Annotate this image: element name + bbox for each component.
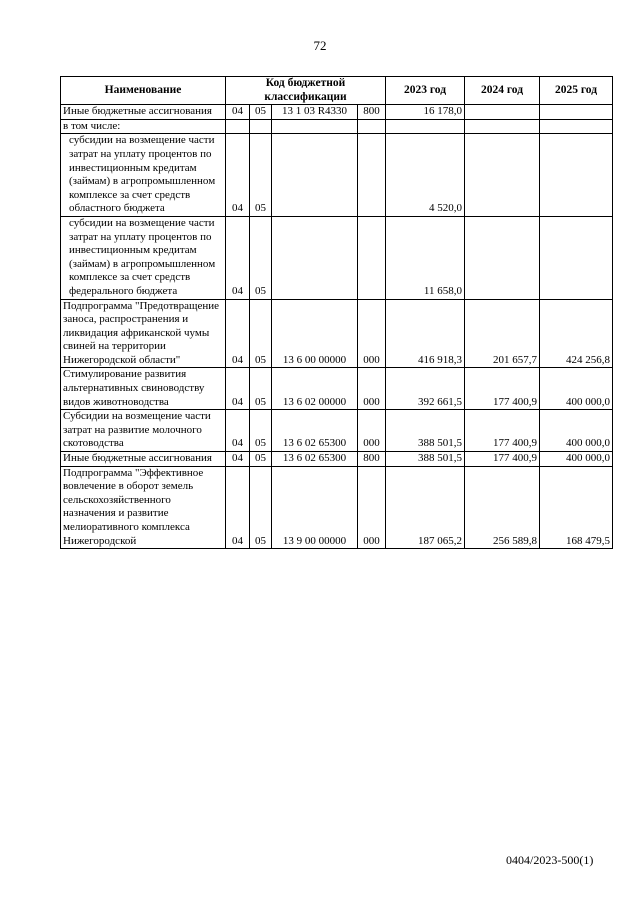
row-value-2025 [540,216,613,299]
row-code-subsection: 05 [250,452,272,467]
row-name: Стимулирование развития альтернативных свиноводству видов животноводства [61,368,226,410]
row-value-2023: 4 520,0 [386,134,465,217]
table-row [61,368,613,410]
header-name: Наименование [61,77,226,105]
header-2023: 2023 год [386,77,465,105]
header-budget-code: Код бюджетной классификации [226,77,386,105]
row-code-target [272,216,358,299]
row-value-2024 [465,134,540,217]
row-value-2023: 416 918,3 [386,299,465,368]
row-value-2023: 392 661,5 [386,368,465,410]
row-code-target: 13 6 02 65300 [272,452,358,467]
row-value-2024 [465,119,540,134]
row-value-2025: 424 256,8 [540,299,613,368]
table-row [61,119,613,134]
row-value-2025: 168 479,5 [540,466,613,549]
row-name: субсидии на возмещение части затрат на уплату процентов по инвестиционным кредитам (займам) в агропромышленном комплексе за счет средств федерального бюджета [61,216,226,299]
table-row [61,452,613,467]
row-code-section: 04 [226,134,250,217]
row-code-subsection: 05 [250,216,272,299]
row-code-section: 04 [226,299,250,368]
row-code-target: 13 9 00 00000 [272,466,358,549]
row-code-section: 04 [226,452,250,467]
row-value-2025: 400 000,0 [540,410,613,452]
row-value-2025 [540,119,613,134]
row-value-2024: 177 400,9 [465,368,540,410]
row-value-2025 [540,134,613,217]
row-name: в том числе: [61,119,226,134]
row-name: Субсидии на возмещение части затрат на развитие молочного скотоводства [61,410,226,452]
table-row [61,105,613,120]
budget-table [60,76,613,549]
row-code-type [358,134,386,217]
row-code-subsection: 05 [250,368,272,410]
row-value-2023: 187 065,2 [386,466,465,549]
row-code-section: 04 [226,105,250,120]
row-name: субсидии на возмещение части затрат на уплату процентов по инвестиционным кредитам (займам) в агропромышленном комплексе за счет средств областного бюджета [61,134,226,217]
row-code-target: 13 6 00 00000 [272,299,358,368]
row-code-type [358,119,386,134]
row-code-type: 000 [358,410,386,452]
row-code-subsection: 05 [250,134,272,217]
row-code-section [226,119,250,134]
header-2025: 2025 год [540,77,613,105]
row-value-2023 [386,119,465,134]
row-value-2023: 388 501,5 [386,452,465,467]
row-code-subsection [250,119,272,134]
row-code-target [272,119,358,134]
row-value-2023: 16 178,0 [386,105,465,120]
row-code-section: 04 [226,216,250,299]
table-row [61,134,613,217]
row-code-type: 000 [358,299,386,368]
row-code-section: 04 [226,410,250,452]
row-name: Иные бюджетные ассигнования [61,105,226,120]
row-value-2025: 400 000,0 [540,368,613,410]
row-value-2023: 11 658,0 [386,216,465,299]
row-name: Подпрограмма "Эффективное вовлечение в оборот земель сельскохозяйственного назначения и развитие мелиоративного комплекса Нижегородской [61,466,226,549]
row-name: Иные бюджетные ассигнования [61,452,226,467]
row-code-target: 13 6 02 65300 [272,410,358,452]
header-2024: 2024 год [465,77,540,105]
row-value-2025 [540,105,613,120]
page-number: 72 [313,38,327,53]
row-value-2024: 177 400,9 [465,452,540,467]
row-code-type: 000 [358,466,386,549]
row-code-type: 800 [358,452,386,467]
row-value-2023: 388 501,5 [386,410,465,452]
row-code-type: 800 [358,105,386,120]
row-value-2024 [465,216,540,299]
row-value-2025: 400 000,0 [540,452,613,467]
row-name: Подпрограмма "Предотвращение заноса, распространения и ликвидация африканской чумы свиней на территории Нижегородской области" [61,299,226,368]
row-code-target [272,134,358,217]
row-code-section: 04 [226,368,250,410]
table-row [61,410,613,452]
row-code-subsection: 05 [250,105,272,120]
row-code-subsection: 05 [250,299,272,368]
table-row [61,466,613,549]
row-code-target: 13 6 02 00000 [272,368,358,410]
table-row [61,299,613,368]
row-code-target: 13 1 03 R4330 [272,105,358,120]
row-code-section: 04 [226,466,250,549]
table-row [61,216,613,299]
row-value-2024: 177 400,9 [465,410,540,452]
row-value-2024: 256 589,8 [465,466,540,549]
row-code-subsection: 05 [250,466,272,549]
row-code-type: 000 [358,368,386,410]
row-code-subsection: 05 [250,410,272,452]
row-value-2024: 201 657,7 [465,299,540,368]
row-code-type [358,216,386,299]
document-code: 0404/2023-500(1) [506,853,594,867]
table-header-row [61,77,613,105]
row-value-2024 [465,105,540,120]
